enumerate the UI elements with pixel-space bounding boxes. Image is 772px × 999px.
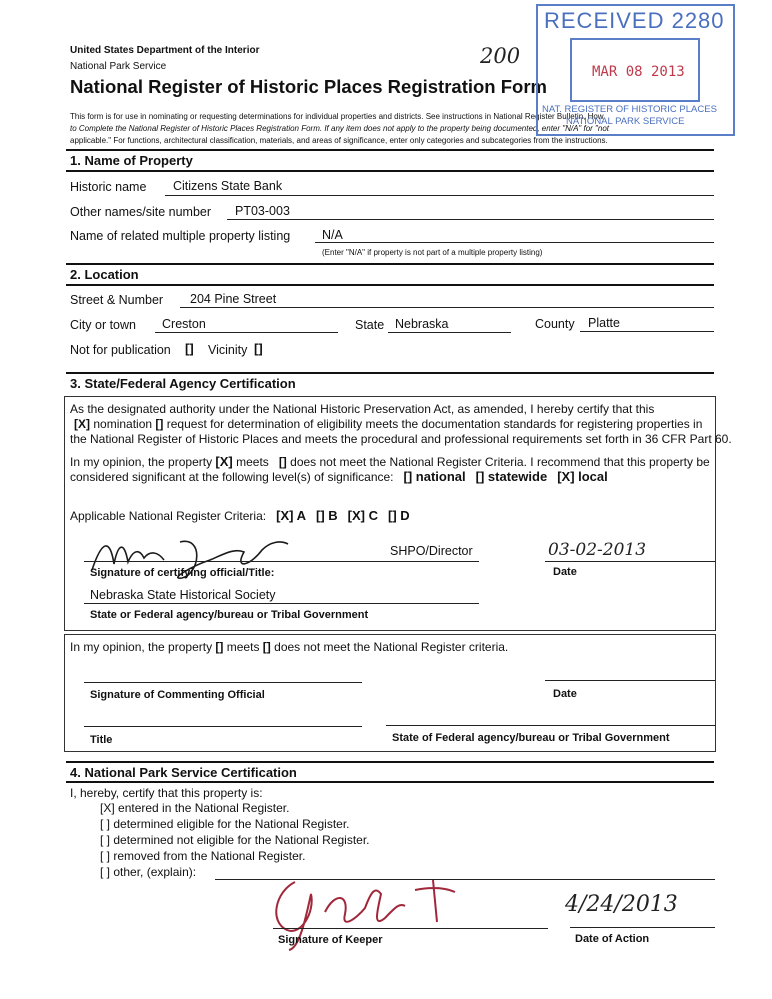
received-stamp-text: RECEIVED 2280 — [544, 8, 725, 33]
street-label: Street & Number — [70, 293, 164, 307]
official-title-value[interactable]: SHPO/Director — [390, 544, 473, 558]
action-date-label: Date of Action — [575, 933, 650, 945]
nps-option-other[interactable] — [100, 865, 196, 879]
nps-option-removed-label: removed from the National Register. — [113, 849, 306, 863]
instructions-line-3: applicable." For functions, architectural classification, materials, and areas of significance, enter only categories and subcategories from the instructions. — [70, 136, 608, 145]
stamp-line-1: NAT. REGISTER OF HISTORIC PLACES — [542, 104, 717, 115]
section-2-heading-rule — [66, 284, 714, 286]
service-name: National Park Service — [70, 61, 167, 72]
county-underline — [580, 331, 714, 332]
state-underline — [388, 332, 511, 333]
county-value[interactable]: Platte — [588, 316, 620, 330]
section-3-top-rule — [66, 372, 714, 374]
stamp-inner-box — [570, 38, 700, 102]
other-names-underline — [227, 219, 714, 220]
nps-option-not-eligible-checkbox[interactable]: [ ] — [100, 833, 111, 847]
nps-option-removed-checkbox[interactable]: [ ] — [100, 849, 111, 863]
other-names-label: Other names/site number — [70, 205, 212, 219]
nps-option-eligible-checkbox[interactable]: [ ] — [100, 817, 111, 831]
historic-name-label: Historic name — [70, 180, 147, 194]
action-date-value[interactable]: 4/24/2013 — [565, 892, 678, 917]
commenting-agency-label: State of Federal agency/bureau or Tribal Government — [392, 732, 670, 744]
criteria-a[interactable]: [X] A — [276, 508, 306, 523]
commenting-meets-checkbox[interactable]: [] — [215, 640, 224, 654]
opinion-line-1 — [70, 454, 710, 469]
certification-date-value[interactable]: 03-02-2013 — [548, 540, 647, 560]
commenting-does-not-meet-checkbox[interactable]: [] — [262, 640, 271, 654]
nps-option-entered-label: entered in the National Register. — [118, 801, 290, 815]
department-name: United States Department of the Interior — [70, 45, 260, 56]
not-for-publication-checkbox[interactable]: [] — [185, 341, 194, 356]
keeper-label: Signature of Keeper — [278, 934, 383, 946]
agency-value[interactable]: Nebraska State Historical Society — [90, 588, 276, 602]
cert-paragraph-line-3: the National Register of Historic Places and meets the procedural and professional requirements set forth in 36 CFR Part 60. — [70, 432, 732, 446]
request-label: request for determination of eligibility meets the documentation standards for registering properties in — [166, 417, 703, 431]
received-stamp — [536, 4, 735, 136]
opinion-text-a: In my opinion, the property — [70, 455, 213, 469]
commenting-opinion-b: does not meet the National Register criteria. — [274, 640, 509, 654]
section-3-heading: 3. State/Federal Agency Certification — [70, 376, 296, 391]
nps-option-removed[interactable] — [100, 849, 305, 863]
section-1-heading: 1. Name of Property — [70, 153, 193, 168]
section-1-heading-rule — [66, 170, 714, 172]
opinion-line-2 — [70, 469, 608, 484]
criteria-d[interactable]: [] D — [388, 508, 410, 523]
nps-option-eligible[interactable] — [100, 817, 350, 831]
commenting-signature-label: Signature of Commenting Official — [90, 689, 265, 701]
other-names-value[interactable]: PT03-003 — [235, 204, 290, 218]
instructions-line-1: This form is for use in nominating or requesting determinations for individual properties and districts. See instructions in National Register Bulletin, How — [70, 112, 604, 121]
section-4-heading: 4. National Park Service Certification — [70, 765, 297, 780]
state-label: State — [355, 318, 385, 332]
nomination-checkbox[interactable]: [X] — [74, 417, 90, 431]
commenting-date-label: Date — [553, 688, 577, 700]
related-listing-underline — [315, 242, 714, 243]
nomination-label: nomination — [93, 417, 153, 431]
not-for-publication-label: Not for publication — [70, 343, 171, 357]
keeper-signature-line — [273, 928, 548, 929]
historic-name-underline — [165, 195, 714, 196]
related-listing-note: (Enter "N/A" if property is not part of a multiple property listing) — [322, 248, 543, 257]
nps-option-entered[interactable] — [100, 801, 289, 815]
nps-option-eligible-label: determined eligible for the National Register. — [113, 817, 350, 831]
street-value[interactable]: 204 Pine Street — [190, 292, 277, 306]
city-label: City or town — [70, 318, 136, 332]
related-listing-label: Name of related multiple property listing — [70, 229, 291, 243]
agency-label: State or Federal agency/bureau or Tribal Government — [90, 609, 369, 621]
form-title: National Register of Historic Places Registration Form — [70, 76, 547, 97]
commenting-signature-line — [84, 682, 362, 683]
significance-local[interactable]: [X] local — [557, 469, 608, 484]
section-2-heading: 2. Location — [70, 267, 139, 282]
county-label: County — [535, 317, 575, 331]
commenting-agency-line — [386, 725, 715, 726]
state-value[interactable]: Nebraska — [395, 317, 449, 331]
request-checkbox[interactable]: [] — [155, 417, 164, 431]
action-date-line — [570, 927, 715, 928]
vicinity-checkbox[interactable]: [] — [254, 341, 263, 356]
vicinity-label: Vicinity — [208, 343, 248, 357]
section-2-top-rule — [66, 263, 714, 265]
stamp-line-2: NATIONAL PARK SERVICE — [566, 116, 685, 127]
signature-label: Signature of certifying official/Title: — [90, 567, 275, 579]
commenting-opinion — [70, 640, 508, 654]
significance-national[interactable]: [] national — [403, 469, 466, 484]
related-listing-value[interactable]: N/A — [322, 228, 343, 242]
street-underline — [180, 307, 714, 308]
significance-label: considered significant at the following level(s) of significance: — [70, 470, 394, 484]
commenting-meets-label: meets — [226, 640, 260, 654]
does-not-meet-checkbox[interactable]: [] — [278, 455, 287, 469]
nps-option-entered-checkbox[interactable]: [X] — [100, 801, 115, 815]
cert-paragraph-line-2 — [74, 417, 702, 431]
stamp-date: MAR 08 2013 — [592, 64, 685, 80]
nps-option-not-eligible-label: determined not eligible for the National Register. — [113, 833, 370, 847]
signature-underline — [84, 561, 479, 562]
criteria-b[interactable]: [] B — [315, 508, 338, 523]
meets-checkbox[interactable]: [X] — [215, 454, 233, 469]
instructions-line-2: to Complete the National Register of Historic Places Registration Form. If any item does not apply to the property being documented, enter "N/A" for "not — [70, 124, 610, 133]
commenting-title-label: Title — [90, 734, 113, 746]
meets-label: meets — [236, 455, 269, 469]
date-label: Date — [553, 566, 577, 578]
historic-name-value[interactable]: Citizens State Bank — [173, 179, 283, 193]
nps-intro: I, hereby, certify that this property is: — [70, 786, 263, 800]
handwritten-number: 200 — [480, 44, 521, 68]
agency-underline — [84, 603, 479, 604]
section-1-top-rule — [66, 149, 714, 151]
criteria-c[interactable]: [X] C — [347, 508, 379, 523]
commenting-title-line — [84, 726, 362, 727]
significance-statewide[interactable]: [] statewide — [475, 469, 548, 484]
commenting-date-line — [545, 680, 715, 681]
city-value[interactable]: Creston — [162, 317, 206, 331]
nps-option-other-checkbox[interactable]: [ ] — [100, 865, 111, 879]
nps-option-other-label: other, (explain): — [113, 865, 197, 879]
section-4-top-rule — [66, 761, 714, 763]
cert-paragraph-line-1: As the designated authority under the National Historic Preservation Act, as amended, I hereby certify that this — [70, 402, 655, 416]
commenting-opinion-a: In my opinion, the property — [70, 640, 213, 654]
section-4-heading-rule — [66, 781, 714, 783]
criteria-row — [70, 508, 410, 523]
criteria-label: Applicable National Register Criteria: — [70, 509, 267, 523]
date-underline — [545, 561, 715, 562]
does-not-meet-text: does not meet the National Register Criteria. I recommend that this property be — [290, 455, 710, 469]
nps-option-not-eligible[interactable] — [100, 833, 370, 847]
city-underline — [155, 332, 338, 333]
